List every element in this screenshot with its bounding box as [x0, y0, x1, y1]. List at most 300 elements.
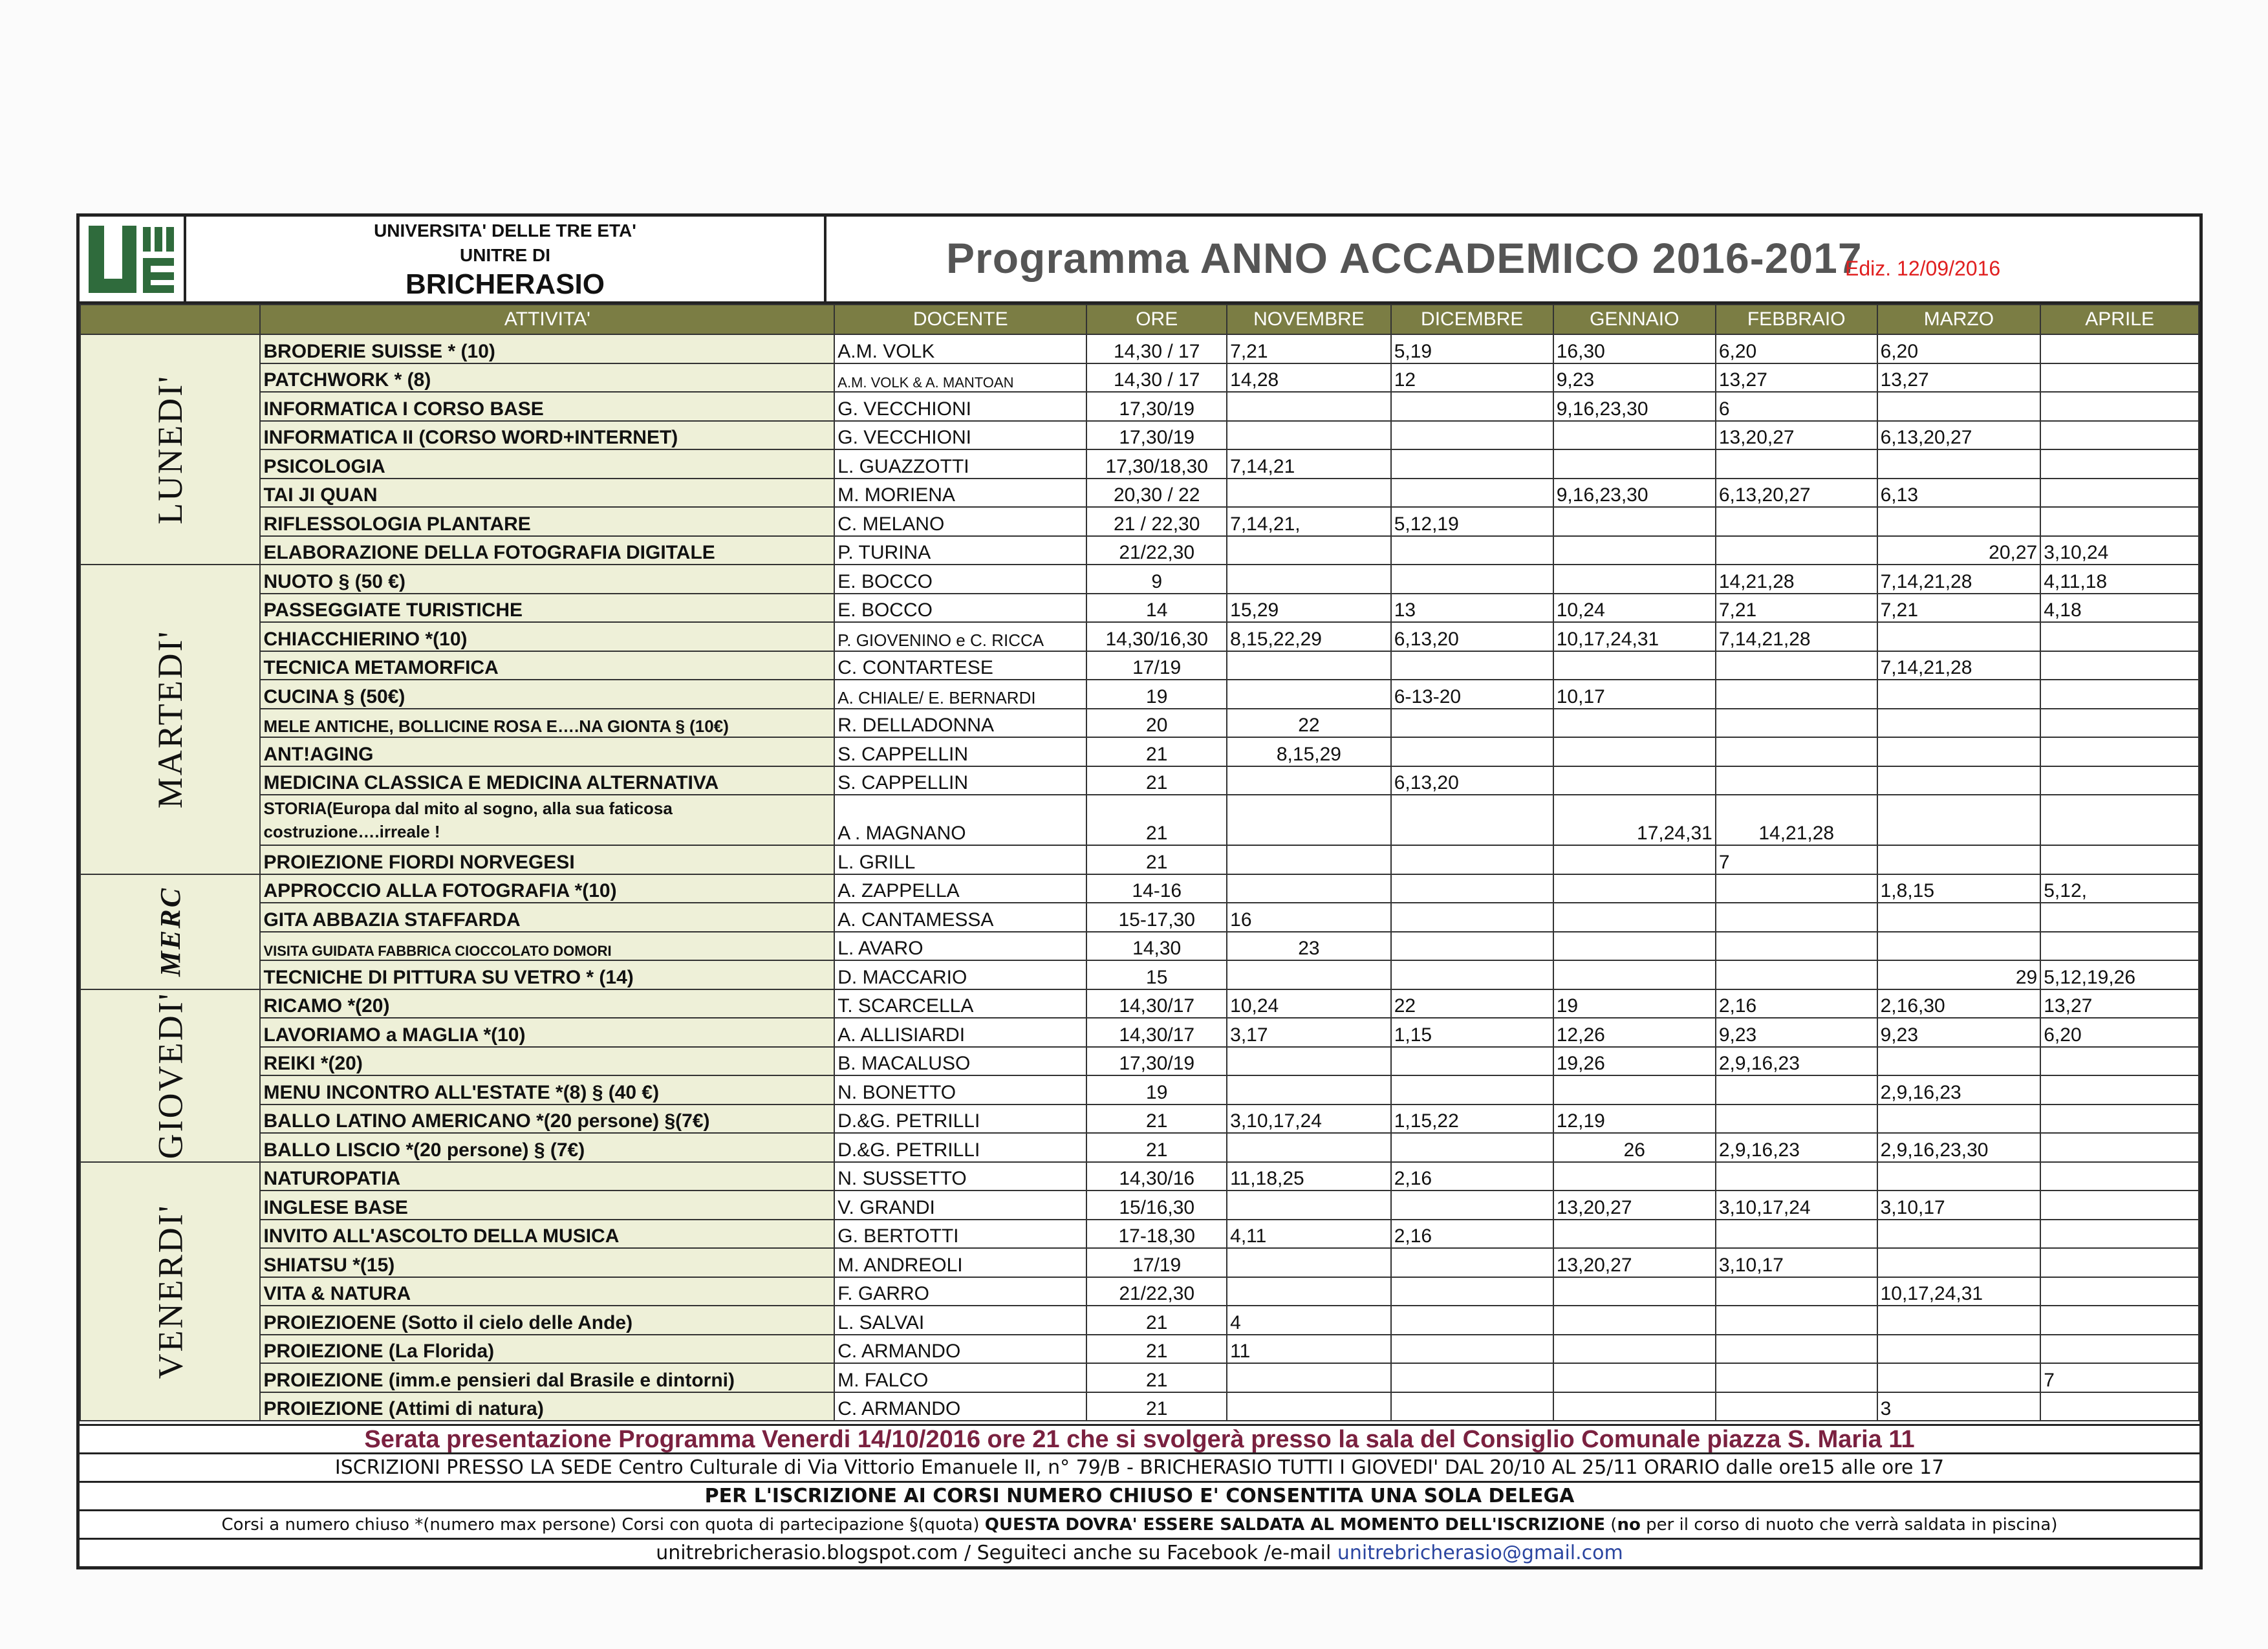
fee-notice	[80, 1509, 2199, 1538]
day-label-text: VENERDI'	[151, 1203, 190, 1379]
date-cell: 1,15,22	[1391, 1105, 1553, 1134]
date-cell	[1227, 960, 1391, 989]
date-cell: 11,18,25	[1227, 1162, 1391, 1191]
time-cell: 14	[1086, 594, 1227, 623]
date-cell: 7	[2040, 1363, 2199, 1392]
time-cell: 17-18,30	[1086, 1220, 1227, 1249]
time-cell: 15-17,30	[1086, 903, 1227, 932]
date-cell	[1877, 392, 2041, 421]
date-cell: 13,20,27	[1553, 1191, 1716, 1220]
teacher-name: D.&G. PETRILLI	[834, 1105, 1086, 1134]
date-cell	[1391, 1047, 1553, 1076]
date-cell: 13,27	[2040, 989, 2199, 1018]
date-cell: 1,8,15	[1877, 874, 2041, 903]
table-row	[80, 1075, 2199, 1105]
day-label-text: LUNEDI'	[151, 374, 190, 524]
date-cell	[1227, 1191, 1391, 1220]
table-row	[80, 449, 2199, 479]
date-cell: 2,16	[1716, 989, 1877, 1018]
date-cell	[1227, 874, 1391, 903]
schedule-table	[80, 304, 2199, 1421]
table-row	[80, 709, 2199, 738]
column-header: ORE	[1086, 305, 1227, 334]
date-cell	[1227, 1363, 1391, 1392]
university-line1: UNIVERSITA' DELLE TRE ETA'	[374, 221, 636, 241]
date-cell: 20,27	[1877, 536, 2041, 565]
table-row	[80, 680, 2199, 709]
activity-name: PROIEZIONE (Attimi di natura)	[260, 1392, 834, 1421]
activity-name: BRODERIE SUISSE * (10)	[260, 334, 834, 363]
teacher-name: B. MACALUSO	[834, 1047, 1086, 1076]
time-cell: 19	[1086, 680, 1227, 709]
date-cell	[1227, 421, 1391, 450]
date-cell: 5,19	[1391, 334, 1553, 363]
time-cell: 21	[1086, 1306, 1227, 1335]
table-row	[80, 622, 2199, 651]
date-cell: 5,12,19,26	[2040, 960, 2199, 989]
date-cell	[1553, 1162, 1716, 1191]
table-row	[80, 594, 2199, 623]
date-cell	[1553, 1220, 1716, 1249]
date-cell: 6	[1716, 392, 1877, 421]
time-cell: 14,30/16,30	[1086, 622, 1227, 651]
activity-name: CHIACCHIERINO *(10)	[260, 622, 834, 651]
activity-name: TECNICA METAMORFICA	[260, 651, 834, 680]
date-cell: 6,13,20,27	[1716, 479, 1877, 508]
time-cell: 17,30/19	[1086, 1047, 1227, 1076]
date-cell	[2040, 1248, 2199, 1277]
table-row	[80, 1133, 2199, 1162]
column-header: MARZO	[1877, 305, 2041, 334]
date-cell	[1716, 1162, 1877, 1191]
date-cell: 1,15	[1391, 1018, 1553, 1047]
date-cell	[1716, 1075, 1877, 1105]
date-cell	[1877, 709, 2041, 738]
time-cell: 14,30/17	[1086, 1018, 1227, 1047]
date-cell: 4,11,18	[2040, 565, 2199, 594]
date-cell: 13,20,27	[1553, 1248, 1716, 1277]
date-cell	[1391, 709, 1553, 738]
date-cell	[1391, 479, 1553, 508]
date-cell: 26	[1553, 1133, 1716, 1162]
date-cell: 23	[1227, 932, 1391, 961]
date-cell	[2040, 421, 2199, 450]
teacher-name: A. ZAPPELLA	[834, 874, 1086, 903]
date-cell	[2040, 1277, 2199, 1306]
table-row	[80, 1191, 2199, 1220]
date-cell	[1553, 1306, 1716, 1335]
date-cell	[1877, 1105, 2041, 1134]
date-cell	[1553, 903, 1716, 932]
date-cell	[2040, 1162, 2199, 1191]
date-cell	[1227, 1392, 1391, 1421]
teacher-name: M. MORIENA	[834, 479, 1086, 508]
activity-name: PROIEZIONE FIORDI NORVEGESI	[260, 845, 834, 874]
date-cell: 10,17,24,31	[1877, 1277, 2041, 1306]
date-cell: 2,9,16,23,30	[1877, 1133, 2041, 1162]
date-cell: 6,20	[1716, 334, 1877, 363]
time-cell: 19	[1086, 1075, 1227, 1105]
teacher-name: G. VECCHIONI	[834, 392, 1086, 421]
teacher-name: A.M. VOLK	[834, 334, 1086, 363]
date-cell	[1716, 1105, 1877, 1134]
table-row	[80, 903, 2199, 932]
activity-name: BALLO LATINO AMERICANO *(20 persone) §(7€)	[260, 1105, 834, 1134]
table-row	[80, 1162, 2199, 1191]
date-cell	[2040, 363, 2199, 393]
date-cell: 2,9,16,23	[1716, 1133, 1877, 1162]
day-label	[80, 989, 260, 1162]
activity-name: PASSEGGIATE TURISTICHE	[260, 594, 834, 623]
date-cell: 7,14,21,28	[1877, 565, 2041, 594]
date-cell	[1877, 1335, 2041, 1364]
date-cell: 10,17,24,31	[1553, 622, 1716, 651]
time-cell: 20	[1086, 709, 1227, 738]
date-cell	[2040, 709, 2199, 738]
time-cell: 15/16,30	[1086, 1191, 1227, 1220]
table-row	[80, 1363, 2199, 1392]
time-cell: 14,30/17	[1086, 989, 1227, 1018]
time-cell: 17/19	[1086, 651, 1227, 680]
date-cell	[1716, 1392, 1877, 1421]
activity-name: RIFLESSOLOGIA PLANTARE	[260, 507, 834, 536]
date-cell	[2040, 903, 2199, 932]
table-row	[80, 766, 2199, 795]
date-cell: 19	[1553, 989, 1716, 1018]
column-header: ATTIVITA'	[260, 305, 834, 334]
unitre-logo	[80, 217, 186, 301]
unitre-logo-icon	[80, 217, 183, 301]
date-cell: 10,17	[1553, 680, 1716, 709]
date-cell	[2040, 1306, 2199, 1335]
date-cell	[1716, 1220, 1877, 1249]
university-name	[186, 217, 826, 301]
activity-name: NATUROPATIA	[260, 1162, 834, 1191]
table-row	[80, 334, 2199, 363]
date-cell	[1716, 932, 1877, 961]
date-cell: 7,21	[1227, 334, 1391, 363]
date-cell: 2,16,30	[1877, 989, 2041, 1018]
date-cell	[1716, 1363, 1877, 1392]
day-label	[80, 874, 260, 989]
fee-notice-b: QUESTA DOVRA' ESSERE SALDATA AL MOMENTO DELL'ISCRIZIONE	[984, 1515, 1606, 1535]
date-cell	[2040, 1335, 2199, 1364]
time-cell: 21	[1086, 737, 1227, 766]
date-cell	[1716, 651, 1877, 680]
teacher-name: P. TURINA	[834, 536, 1086, 565]
date-cell: 14,21,28	[1716, 565, 1877, 594]
teacher-name: N. BONETTO	[834, 1075, 1086, 1105]
activity-name: VITA & NATURA	[260, 1277, 834, 1306]
teacher-name: A. CHIALE/ E. BERNARDI	[834, 680, 1086, 709]
activity-name: VISITA GUIDATA FABBRICA CIOCCOLATO DOMORI	[260, 932, 834, 961]
contact-line	[80, 1538, 2199, 1566]
date-cell: 7,14,21	[1227, 449, 1391, 479]
date-cell	[1553, 449, 1716, 479]
presentation-notice: Serata presentazione Programma Venerdi 14/10/2016 ore 21 che si svolgerà presso la sala del Consiglio Comunale piazza S. Maria 11	[80, 1424, 2199, 1452]
date-cell	[1391, 1363, 1553, 1392]
teacher-name: C. CONTARTESE	[834, 651, 1086, 680]
teacher-name: C. MELANO	[834, 507, 1086, 536]
date-cell: 7,14,21,	[1227, 507, 1391, 536]
table-row	[80, 795, 2199, 845]
date-cell	[1227, 1133, 1391, 1162]
date-cell	[1553, 1075, 1716, 1105]
date-cell	[2040, 1133, 2199, 1162]
date-cell: 14,28	[1227, 363, 1391, 393]
table-row	[80, 932, 2199, 961]
table-row	[80, 845, 2199, 874]
date-cell: 3,10,17,24	[1716, 1191, 1877, 1220]
activity-name: TECNICHE DI PITTURA SU VETRO * (14)	[260, 960, 834, 989]
date-cell: 19,26	[1553, 1047, 1716, 1076]
date-cell	[1553, 709, 1716, 738]
date-cell	[1877, 1047, 2041, 1076]
date-cell: 12	[1391, 363, 1553, 393]
date-cell: 10,24	[1553, 594, 1716, 623]
date-cell	[2040, 766, 2199, 795]
fee-notice-d: no	[1617, 1515, 1641, 1535]
date-cell	[1227, 766, 1391, 795]
date-cell	[1716, 1335, 1877, 1364]
time-cell: 14,30 / 17	[1086, 334, 1227, 363]
date-cell: 9,23	[1553, 363, 1716, 393]
activity-name: ANT!AGING	[260, 737, 834, 766]
time-cell: 17,30/19	[1086, 392, 1227, 421]
date-cell	[1391, 903, 1553, 932]
fee-notice-c: (	[1605, 1515, 1617, 1535]
teacher-name: M. ANDREOLI	[834, 1248, 1086, 1277]
date-cell: 6,13,20	[1391, 766, 1553, 795]
date-cell: 3,10,17	[1877, 1191, 2041, 1220]
table-row	[80, 737, 2199, 766]
date-cell	[1227, 1248, 1391, 1277]
activity-name: PROIEZIONE (imm.e pensieri dal Brasile e dintorni)	[260, 1363, 834, 1392]
date-cell	[1553, 1363, 1716, 1392]
time-cell: 17,30/19	[1086, 421, 1227, 450]
contact-text: unitrebricherasio.blogspot.com / Seguiteci anche su Facebook /e-mail	[656, 1542, 1337, 1564]
table-row	[80, 1220, 2199, 1249]
activity-name: SHIATSU *(15)	[260, 1248, 834, 1277]
date-cell	[1716, 449, 1877, 479]
date-cell	[2040, 449, 2199, 479]
date-cell	[2040, 845, 2199, 874]
date-cell	[1391, 932, 1553, 961]
table-row	[80, 960, 2199, 989]
date-cell	[1553, 651, 1716, 680]
day-label	[80, 334, 260, 565]
program-sheet	[76, 213, 2203, 1569]
date-cell: 3,10,17,24	[1227, 1105, 1391, 1134]
time-cell: 15	[1086, 960, 1227, 989]
date-cell: 9,16,23,30	[1553, 479, 1716, 508]
date-cell: 6,20	[1877, 334, 2041, 363]
teacher-name: G. VECCHIONI	[834, 421, 1086, 450]
time-cell: 21	[1086, 845, 1227, 874]
date-cell	[1553, 737, 1716, 766]
date-cell	[1716, 960, 1877, 989]
date-cell	[1553, 1277, 1716, 1306]
date-cell	[1391, 845, 1553, 874]
date-cell: 5,12,	[2040, 874, 2199, 903]
date-cell	[1553, 421, 1716, 450]
date-cell: 7,14,21,28	[1716, 622, 1877, 651]
date-cell: 22	[1227, 709, 1391, 738]
teacher-name: L. GUAZZOTTI	[834, 449, 1086, 479]
date-cell	[1716, 1306, 1877, 1335]
time-cell: 21/22,30	[1086, 1277, 1227, 1306]
date-cell: 12,26	[1553, 1018, 1716, 1047]
date-cell	[2040, 507, 2199, 536]
date-cell: 15,29	[1227, 594, 1391, 623]
date-cell	[1716, 536, 1877, 565]
date-cell	[2040, 1075, 2199, 1105]
date-cell	[1877, 766, 2041, 795]
date-cell	[1877, 1248, 2041, 1277]
date-cell	[1877, 903, 2041, 932]
edition-date: Ediz. 12/09/2016	[1845, 257, 2001, 280]
column-header: FEBBRAIO	[1716, 305, 1877, 334]
date-cell	[1716, 680, 1877, 709]
date-cell	[1227, 795, 1391, 845]
activity-name: TAI JI QUAN	[260, 479, 834, 508]
date-cell: 3	[1877, 1392, 2041, 1421]
teacher-name: R. DELLADONNA	[834, 709, 1086, 738]
day-label	[80, 565, 260, 874]
date-cell	[1227, 680, 1391, 709]
teacher-name: L. GRILL	[834, 845, 1086, 874]
date-cell	[1716, 737, 1877, 766]
date-cell	[1877, 622, 2041, 651]
date-cell	[1391, 795, 1553, 845]
table-row	[80, 1047, 2199, 1076]
teacher-name: L. SALVAI	[834, 1306, 1086, 1335]
date-cell: 5,12,19	[1391, 507, 1553, 536]
registration-info: ISCRIZIONI PRESSO LA SEDE Centro Culturale di Via Vittorio Emanuele II, n° 79/B - BRICHERASIO TUTTI I GIOVEDI' DAL 20/10 AL 25/11 ORARIO dalle ore15 alle ore 17	[80, 1452, 2199, 1481]
date-cell	[1877, 845, 2041, 874]
date-cell: 8,15,22,29	[1227, 622, 1391, 651]
date-cell: 2,9,16,23	[1877, 1075, 2041, 1105]
date-cell	[2040, 1220, 2199, 1249]
date-cell	[1391, 1277, 1553, 1306]
date-cell	[1391, 392, 1553, 421]
column-header: GENNAIO	[1553, 305, 1716, 334]
date-cell	[2040, 479, 2199, 508]
date-cell	[1877, 1306, 2041, 1335]
table-row	[80, 1018, 2199, 1047]
date-cell	[1391, 651, 1553, 680]
activity-name: PROIEZIONE (La Florida)	[260, 1335, 834, 1364]
date-cell	[2040, 334, 2199, 363]
date-cell: 11	[1227, 1335, 1391, 1364]
date-cell	[1877, 1162, 2041, 1191]
date-cell	[1716, 874, 1877, 903]
activity-name: PATCHWORK * (8)	[260, 363, 834, 393]
time-cell: 21	[1086, 1335, 1227, 1364]
time-cell: 20,30 / 22	[1086, 479, 1227, 508]
date-cell: 3,10,17	[1716, 1248, 1877, 1277]
day-label-text: MARTEDI'	[151, 630, 190, 809]
date-cell: 13	[1391, 594, 1553, 623]
date-cell	[1716, 709, 1877, 738]
date-cell: 12,19	[1553, 1105, 1716, 1134]
date-cell: 9,23	[1877, 1018, 2041, 1047]
table-row	[80, 565, 2199, 594]
time-cell: 14,30/16	[1086, 1162, 1227, 1191]
table-row	[80, 1248, 2199, 1277]
date-cell	[1391, 1248, 1553, 1277]
date-cell	[1391, 1392, 1553, 1421]
activity-name: APPROCCIO ALLA FOTOGRAFIA *(10)	[260, 874, 834, 903]
date-cell	[1227, 651, 1391, 680]
date-cell	[2040, 622, 2199, 651]
date-cell: 14,21,28	[1716, 795, 1877, 845]
table-row	[80, 1105, 2199, 1134]
activity-name: ELABORAZIONE DELLA FOTOGRAFIA DIGITALE	[260, 536, 834, 565]
date-cell: 4,11	[1227, 1220, 1391, 1249]
date-cell: 4,18	[2040, 594, 2199, 623]
date-cell	[1391, 449, 1553, 479]
activity-name: INFORMATICA II (CORSO WORD+INTERNET)	[260, 421, 834, 450]
table-row	[80, 363, 2199, 393]
date-cell	[2040, 932, 2199, 961]
time-cell: 9	[1086, 565, 1227, 594]
date-cell: 17,24,31	[1553, 795, 1716, 845]
activity-name: BALLO LISCIO *(20 persone) § (7€)	[260, 1133, 834, 1162]
table-row	[80, 1392, 2199, 1421]
date-cell: 6,13,20	[1391, 622, 1553, 651]
date-cell: 16	[1227, 903, 1391, 932]
table-row	[80, 1306, 2199, 1335]
date-cell	[1877, 507, 2041, 536]
activity-name: PSICOLOGIA	[260, 449, 834, 479]
date-cell	[2040, 651, 2199, 680]
teacher-name: A. CANTAMESSA	[834, 903, 1086, 932]
date-cell: 6,13	[1877, 479, 2041, 508]
date-cell	[2040, 795, 2199, 845]
table-row	[80, 1277, 2199, 1306]
date-cell	[1553, 766, 1716, 795]
time-cell: 21 / 22,30	[1086, 507, 1227, 536]
teacher-name: C. ARMANDO	[834, 1392, 1086, 1421]
teacher-name: E. BOCCO	[834, 594, 1086, 623]
teacher-name: E. BOCCO	[834, 565, 1086, 594]
date-cell: 2,16	[1391, 1220, 1553, 1249]
time-cell: 17,30/18,30	[1086, 449, 1227, 479]
date-cell	[1391, 1191, 1553, 1220]
university-town: BRICHERASIO	[405, 268, 605, 300]
time-cell: 21	[1086, 1363, 1227, 1392]
time-cell: 21	[1086, 1105, 1227, 1134]
date-cell	[1716, 1277, 1877, 1306]
activity-name: CUCINA § (50€)	[260, 680, 834, 709]
email-link[interactable]: unitrebricherasio@gmail.com	[1337, 1542, 1623, 1564]
activity-name: INFORMATICA I CORSO BASE	[260, 392, 834, 421]
date-cell	[1227, 845, 1391, 874]
date-cell	[1553, 565, 1716, 594]
date-cell: 9,23	[1716, 1018, 1877, 1047]
date-cell	[1227, 565, 1391, 594]
column-header: DOCENTE	[834, 305, 1086, 334]
date-cell	[1553, 536, 1716, 565]
activity-name: INVITO ALL'ASCOLTO DELLA MUSICA	[260, 1220, 834, 1249]
date-cell	[2040, 680, 2199, 709]
activity-name: INGLESE BASE	[260, 1191, 834, 1220]
teacher-name: D.&G. PETRILLI	[834, 1133, 1086, 1162]
teacher-name: S. CAPPELLIN	[834, 766, 1086, 795]
teacher-name: C. ARMANDO	[834, 1335, 1086, 1364]
date-cell: 7,21	[1877, 594, 2041, 623]
